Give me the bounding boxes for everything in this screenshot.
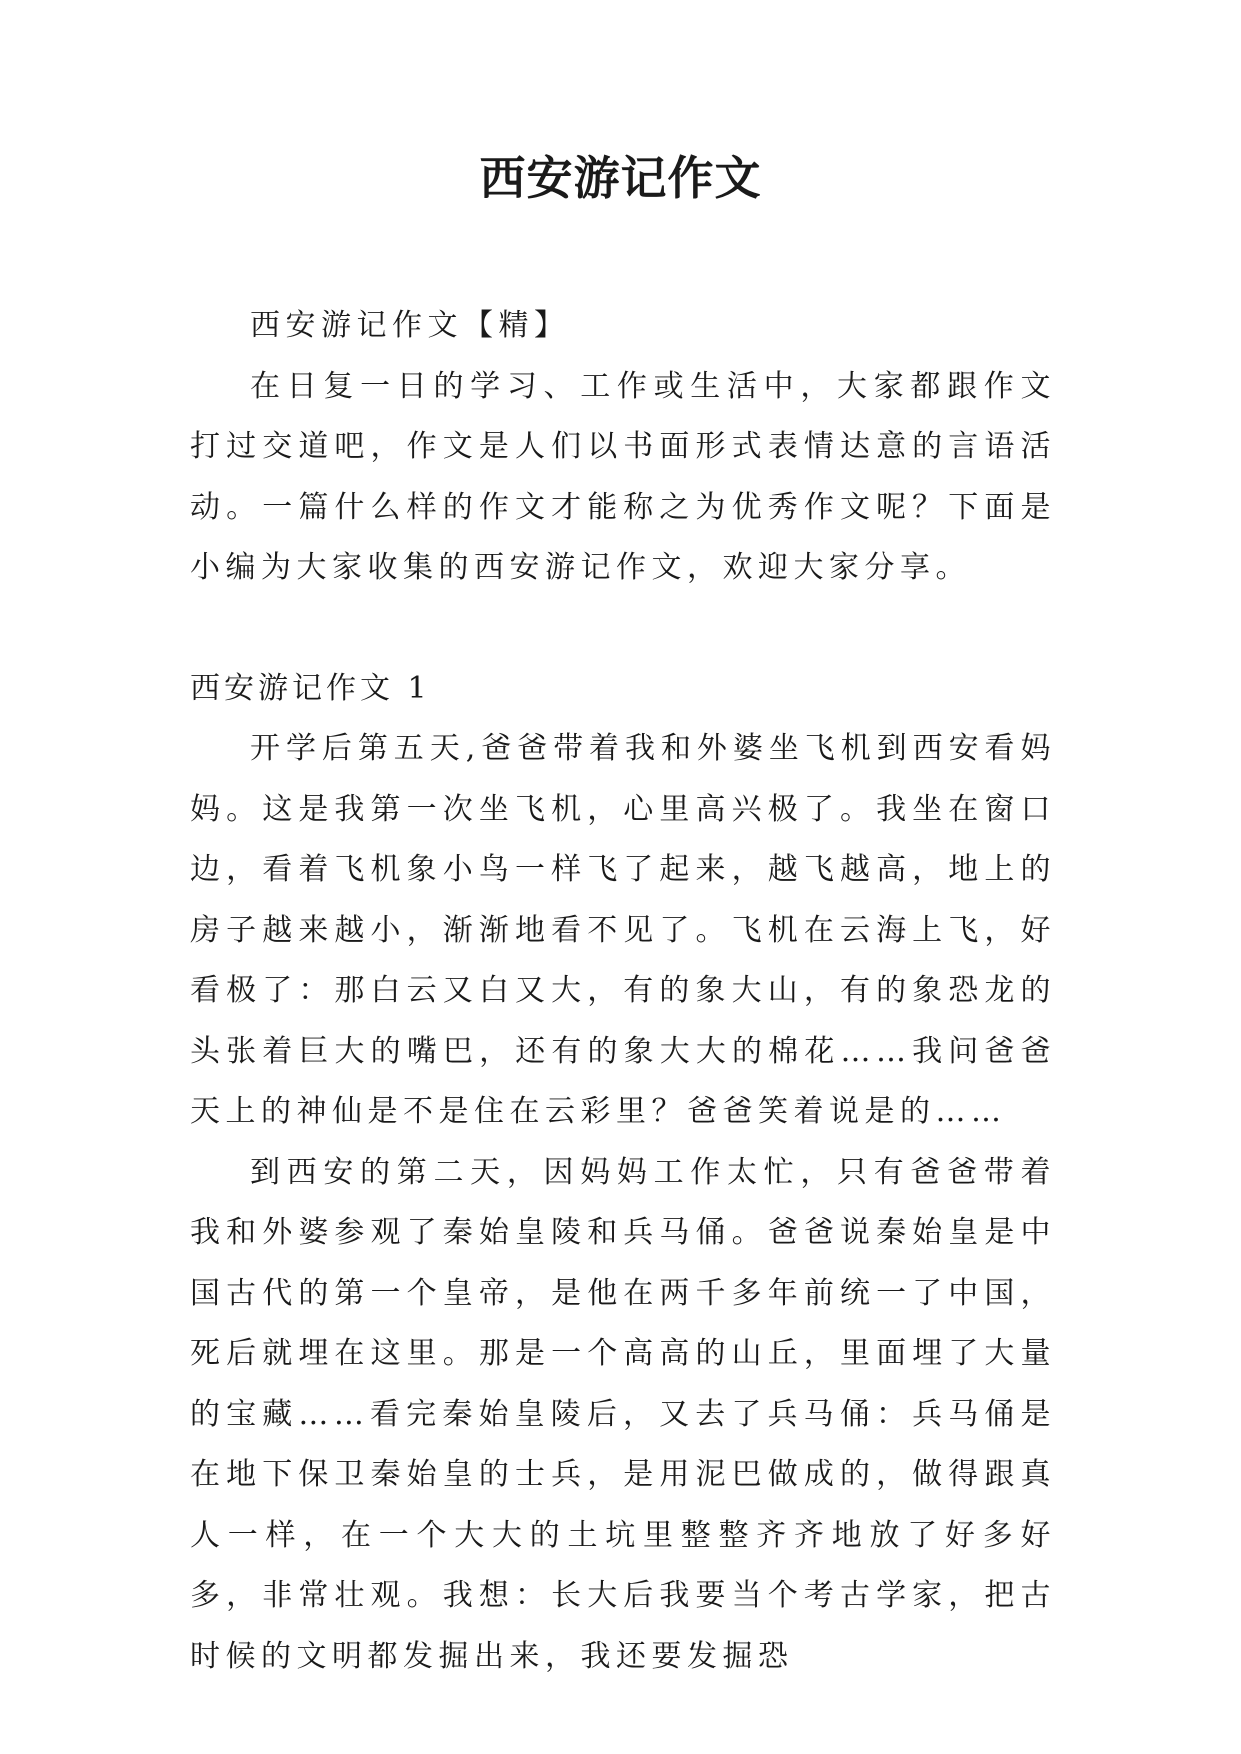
body-paragraph-2: 到西安的第二天，因妈妈工作太忙，只有爸爸带着我和外婆参观了秦始皇陵和兵马俑。爸爸说秦始皇是中国古代的第一个皇帝，是他在两千多年前统一了中国，死后就埋在这里。那是一个高高的山丘，里面埋了大量的宝藏……看完秦始皇陵后，又去了兵马俑：兵马俑是在地下保卫秦始皇的士兵，是用泥巴做成的，做得跟真人一样，在一个大大的土坑里整整齐齐地放了好多好多，非常壮观。我想：长大后我要当个考古学家，把古时候的文明都发掘出来，我还要发掘恐 [190,1154,1056,1674]
intro-paragraph: 在日复一日的学习、工作或生活中，大家都跟作文打过交道吧，作文是人们以书面形式表情达意的言语活动。一篇什么样的作文才能称之为优秀作文呢？下面是小编为大家收集的西安游记作文，欢迎大家分享。 [190,368,1056,585]
document-title: 西安游记作文 [479,151,762,205]
body-paragraph-1: 开学后第五天,爸爸带着我和外婆坐飞机到西安看妈妈。这是我第一次坐飞机，心里高兴极了。我坐在窗口边，看着飞机象小鸟一样飞了起来，越飞越高，地上的房子越来越小，渐渐地看不见了。飞机在云海上飞，好看极了：那白云又白又大，有的象大山，有的象恐龙的头张着巨大的嘴巴，还有的象大大的棉花……我问爸爸天上的神仙是不是住在云彩里？爸爸笑着说是的…… [190,731,1056,1129]
document-body [190,296,1056,1687]
paragraph-spacer [190,599,1056,659]
section-heading: 西安游记作文 1 [190,670,431,706]
document-subtitle: 西安游记作文【精】 [250,308,570,343]
